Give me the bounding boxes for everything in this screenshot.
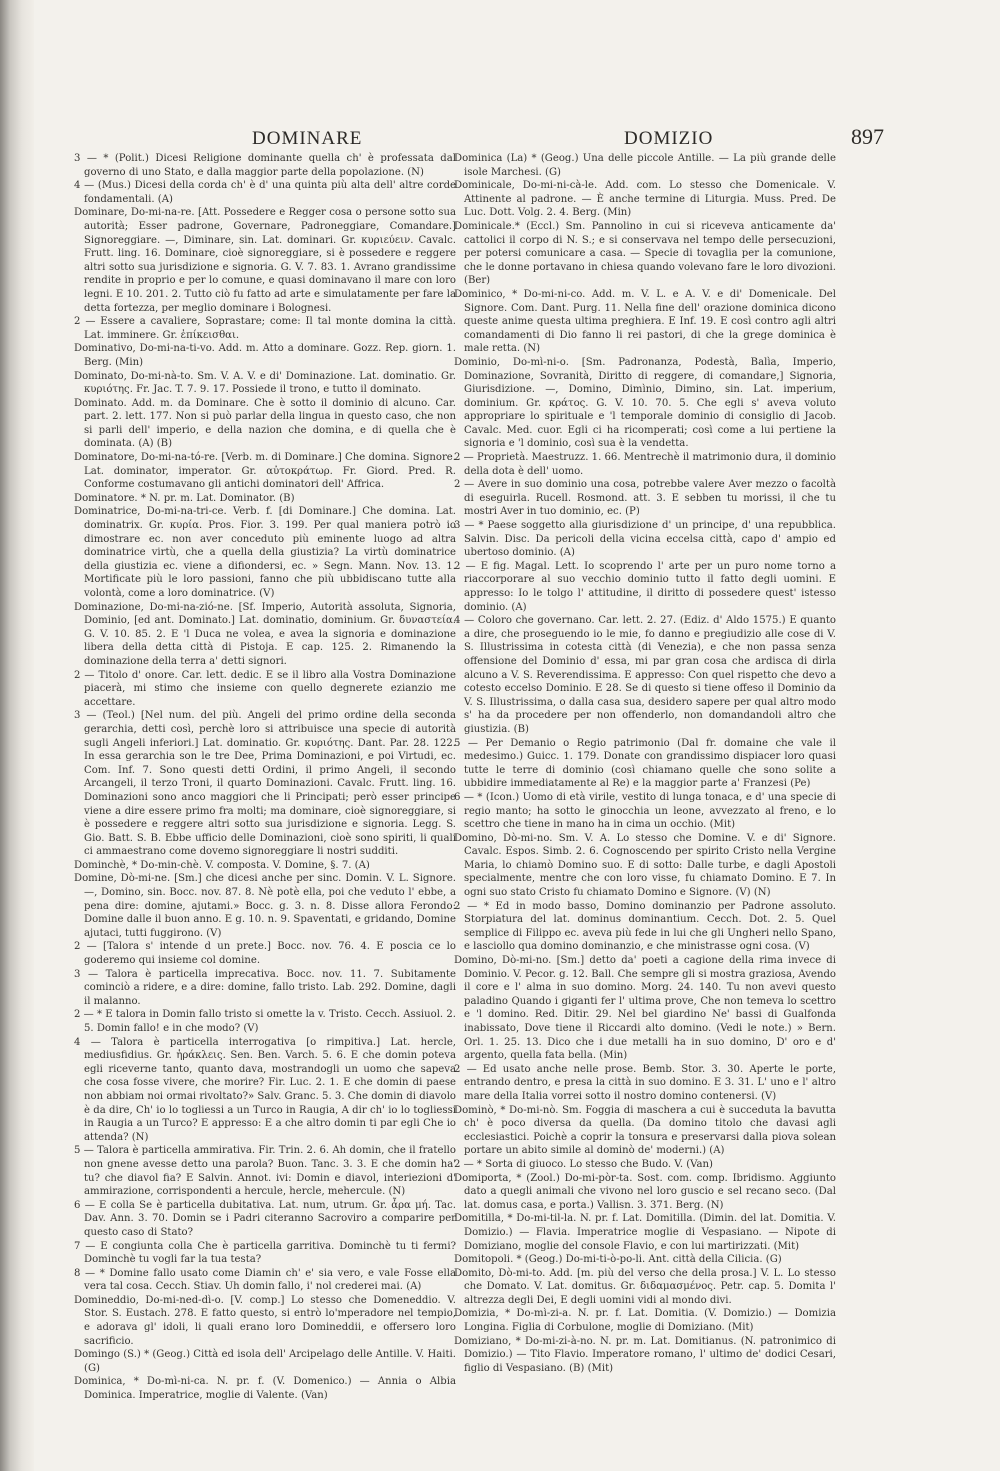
dictionary-entry: Dominica, * Do-mì-ni-ca. N. pr. f. (V. Domenico.) — Annia o Albia Dominica. Imperatrice, moglie di Valente. (Van) <box>74 1376 456 1402</box>
dictionary-entry: 5 — Talora è particella ammirativa. Fir. Trin. 2. 6. Ah domin, che il fratello non gnene avesse detto una parola? Buon. Tanc. 3. 3. E che domin ha' tu? che diavol fia? E Salvin. Annot. ivi: Domin e diavol, interiezioni d' ammirazione, corrispondenti a hercule, hercle, mehercule. (N) <box>74 1145 456 1198</box>
dictionary-entry: Domine, Dò-mi-ne. [Sm.] che dicesi anche per sinc. Domin. V. L. Signore. —, Domino, sin. Bocc. nov. 87. 8. Nè potè ella, poi che veduto l' ebbe, a pena dire: domine, ajutami.» Bocc. g. 3. n. 8. Disse allora Ferondo: Domine dalle il buon anno. E g. 10. n. 9. Spaventati, e gridando, Domine ajutaci, tutti fuggirono. (V) <box>74 873 456 939</box>
book-gutter-shadow <box>0 0 34 1471</box>
dictionary-entry: Domiporta, * (Zool.) Do-mi-pòr-ta. Sost. com. comp. Ibridismo. Aggiunto dato a quegli animali che vivono nel loro guscio e sel recano seco. (Dal lat. domus casa, e porta.) Vallisn. 3. 371. Berg. (N) <box>454 1172 836 1211</box>
left-column <box>74 152 456 1403</box>
dictionary-entry: 2 — [Talora s' intende d un prete.] Bocc. nov. 76. 4. E poscia ce lo goderemo qui insieme col domine. <box>74 941 456 967</box>
dictionary-entry: Dominchè, * Do-min-chè. V. composta. V. Domine, §. 7. (A) <box>74 859 370 871</box>
dictionary-entry: 6 — E colla Se è particella dubitativa. Lat. num, utrum. Gr. ἆρα μή. Tac. Dav. Ann. 3. 70. Domin se i Padri citeranno Sacroviro a comparire per questo caso di Stato? <box>74 1199 456 1238</box>
dictionary-entry: 2 — Titolo d' onore. Car. lett. dedic. E se il libro alla Vostra Dominazione piacerà, mi stimo che insieme con quello degnerete ezianzio me accettare. <box>74 669 456 708</box>
dictionary-entry: Dominico, * Do-mi-ni-co. Add. m. V. L. e A. V. e di' Domenicale. Del Signore. Com. Dant. Purg. 11. Nella fine dell' orazione dominica dicono queste anime questa ultima preghiera. E Inf. 19. E così contro agli altri comandamenti di Dio fanno li rei pastori, di che la grege dominica è male retta. (N) <box>454 288 836 355</box>
dictionary-page <box>34 0 1000 1471</box>
dictionary-entry: Dominatrice, Do-mi-na-tri-ce. Verb. f. [di Dominare.] Che domina. Lat. dominatrix. Gr. κυρία. Pros. Fior. 3. 199. Per qual maniera potrò io dimostrare ec. non aver conceduto più eminente luogo ad altra dominatrice virtù, che a quella della giustizia? La virtù dominatrice della giustizia ec. viene a difiondersi, ec. » Segn. Mann. Nov. 13. 1. Mortificate più le loro passioni, fanno che più ubbidiscano tutte alla volontà, come a loro dominatrice. (V) <box>74 506 456 599</box>
dictionary-entry: Dominatore, Do-mi-na-tó-re. [Verb. m. di Dominare.] Che domina. Signore. Lat. dominator, imperator. Gr. αὐτοκράτωρ. Fr. Giord. Pred. R. Conforme costumavano gli antichi dominatori dell' Affrica. <box>74 452 456 491</box>
right-column <box>454 152 836 1375</box>
dictionary-entry: 4 — Talora è particella interrogativa [o rimpitiva.] Lat. hercle, mediusfidius. Gr. ἡράκλεις. Sen. Ben. Varch. 5. 6. E che domin poteva egli riceverne tanto, quanto dava, mostrandogli un uomo che sapeva che cosa fosse vivere, che morire? Fir. Luc. 2. 1. E che domin di paese non abbiam noi ormai rivoltato?» Salv. Granc. 5. 3. Che domin di diavolo è da dire, Ch' io lo togliessi a un Turco in Raugia, A dir ch' io lo togliessi in Raugia a un Turco? E appresso: E a che altro domin ti par egli Che io attenda? (N) <box>74 1036 456 1143</box>
dictionary-entry: 4 — Coloro che governano. Car. lett. 2. 27. (Ediz. d' Aldo 1575.) E quanto a dire, che proseguendo io le mie, fo danno e pregiudizio alle cose di V. S. Illustrissima in cotesta città (di Venezia), e che non passa senza offensione del Dominio d' essa, mi par gran cosa che ardisca di dirla alcuno a V. S. Reverendissima. E appresso: Con quel rispetto che devo a cotesto eccelso Dominio. E 28. Se di questo si tiene offeso il Dominio da V. S. Illustrissima, o dalla casa sua, desidero sapere per qual altro modo s' ha da procedere per non offenderlo, non domandandoli altro che giustizia. (B) <box>454 615 836 735</box>
dictionary-entry: Dominatore. * N. pr. m. Lat. Dominator. (B) <box>74 492 295 504</box>
dictionary-entry: 2 — Ed usato anche nelle prose. Bemb. Stor. 3. 30. Aperte le porte, entrando dentro, e presa la città in suo domino. E 3. 31. L' uno e l' altro mare della Italia vorrei sotto il nostro domino contenersi. (V) <box>454 1063 836 1102</box>
dictionary-entry: Dominazione, Do-mi-na-zió-ne. [Sf. Imperio, Autorità assoluta, Signoria, Dominio, [ed ant. Dominato.] Lat. dominatio, dominium. Gr. δυναστεία. G. V. 10. 85. 2. E 'l Duca ne volea, e avea la signoria e dominazione libera della detta città di Pistoja. E cap. 125. 2. Rimanendo la dominazione della terra a' detti signori. <box>74 601 456 667</box>
dictionary-entry: 2 — Essere a cavaliere, Soprastare; come: Il tal monte domina la città. Lat. imminere. Gr. ἐπίκεισθαι. <box>74 316 456 341</box>
dictionary-entry: Dominica (La) * (Geog.) Una delle piccole Antille. — La più grande delle isole Marchesi. (G) <box>454 153 836 178</box>
dictionary-entry: 2 — Avere in suo dominio una cosa, potrebbe valere Aver mezzo o facoltà di eseguirla. Rucell. Rosmond. att. 3. E sebben tu morissi, il che tu mostri Aver in tuo dominio, ec. (P) <box>454 479 836 518</box>
dictionary-entry: 2 — * Sorta di giuoco. Lo stesso che Budo. V. (Van) <box>454 1158 713 1170</box>
left-running-head: DOMINARE <box>252 128 363 149</box>
dictionary-entry: Domiziano, * Do-mi-zi-à-no. N. pr. m. Lat. Domitianus. (N. patronimico di Domizio.) — Tito Flavio. Imperatore romano, l' ultimo de' dodici Cesari, figlio di Vespasiano. (B) (Mit) <box>454 1335 836 1374</box>
dictionary-entry: Domineddio, Do-mi-ned-dì-o. [V. comp.] Lo stesso che Domeneddio. V. Stor. S. Eustach. 278. E fatto questo, si entrò lo'mperadore nel tempio, e adorava gl' idoli, li quali erano loro Domineddii, e offersero loro sacrificio. <box>74 1294 456 1347</box>
dictionary-entry: 2 — Proprietà. Maestruzz. 1. 66. Mentrechè il matrimonio dura, il dominio della dota è dell' uomo. <box>454 452 836 477</box>
dictionary-entry: 2 — E fig. Magal. Lett. Io scoprendo l' arte per un puro nome torno a riaccorporare al suo vecchio dominio tutto il fatto degli uomini. E appresso: Io le tolgo l' attitudine, il diritto di possedere quest' istesso dominio. (A) <box>454 560 836 613</box>
dictionary-entry: 8 — * Domine fallo usato come Diamin ch' e' sia vero, e vale Fosse ella vera tal cosa. Cecch. Stiav. Uh domin fallo, i' nol crederei mai. (A) <box>74 1267 456 1293</box>
dictionary-entry: Dominativo, Do-mi-na-ti-vo. Add. m. Atto a dominare. Gozz. Rep. giorn. 1. Berg. (Min) <box>74 343 456 368</box>
dictionary-entry: 3 — (Teol.) [Nel num. del più. Angeli del primo ordine della seconda gerarchia, detti così, perchè loro si attribuisce una specie di autorità sugli Angeli inferiori.] Lat. dominatio. Gr. κυριότης. Dant. Par. 28. 122. In essa gerarchia son le tre Dee, Prima Dominazioni, e poi Virtudi, ec. Com. Inf. 7. Sono questi detti Ordini, il primo Angeli, il secondo Arcangeli, il terzo Troni, il quarto Dominazioni. Cavalc. Frutt. ling. 16. Dominazioni sono anco maggiori che li Principati; però esser principe viene a dire essere primo fra molti; ma dominare, cioè signoreggiare, si è possedere e reggere altri sotto sua jurisdizione e signoria. Legg. S. Gio. Batt. S. B. Ebbe ufficio delle Dominazioni, cioè sono spiriti, li quali ci ammaestrano come dovemo signoreggiare li nostri sudditi. <box>74 710 456 858</box>
right-running-head: DOMIZIO <box>624 128 714 149</box>
dictionary-entry: Domingo (S.) * (Geog.) Città ed isola dell' Arcipelago delle Antille. V. Haiti. (G) <box>74 1349 456 1374</box>
dictionary-entry: Domino, Dò-mi-no. Sm. V. A. Lo stesso che Domine. V. e di' Signore. Cavalc. Espos. Simb. 2. 6. Cognoscendo per spirito Cristo nella Vergine Maria, lo chiamò Domino suo. E di sotto: Dalle turbe, e dagli Apostoli specialmente, mentre che con loro visse, fu chiamato Domino. E 7. In ogni suo stato Cristo fu chiamato Domino e Signore. (V) (N) <box>454 832 836 899</box>
dictionary-entry: Dominò, * Do-mi-nò. Sm. Foggia di maschera a cui è succeduta la bavutta ch' è poco diversa da quella. (Da domino titolo che davasi agli ecclesiastici. Poichè a coprir la tonsura e preservarsi dalla piova solean portare un abito simile al dominò de' moderni.) (A) <box>454 1104 836 1157</box>
dictionary-entry: 3 — Talora è particella imprecativa. Bocc. nov. 11. 7. Subitamente cominciò a ridere, e a dire: domine, fallo tristo. Lab. 292. Domine, dagli il malanno. <box>74 968 456 1007</box>
dictionary-entry: 3 — * Paese soggetto alla giurisdizione d' un principe, d' una repubblica. Salvin. Disc. Da pericoli della vicina eccelsa città, capo d' ampio ed ubertoso dominio. (A) <box>454 520 836 559</box>
dictionary-entry: Domizia, * Do-mì-zi-a. N. pr. f. Lat. Domitia. (V. Domizio.) — Domizia Longina. Figlia di Corbulone, moglie di Domiziano. (Mit) <box>454 1308 836 1334</box>
page-number: 897 <box>851 124 884 149</box>
dictionary-entry: 4 — (Mus.) Dicesi della corda ch' è d' una quinta più alta dell' altre corde fondamentali. (A) <box>74 180 456 205</box>
dictionary-entry: Dominato, Do-mi-nà-to. Sm. V. A. V. e di' Dominazione. Lat. dominatio. Gr. κυριότης. Fr. Jac. T. 7. 9. 17. Possiede il trono, e tutto il dominato. <box>74 370 456 396</box>
dictionary-entry: Domitilla, * Do-mi-til-la. N. pr. f. Lat. Domitilla. (Dimin. del lat. Domitia. V. Domizio.) — Flavia. Imperatrice moglie di Vespasiano. — Nipote di Domiziano, moglie del console Flavio, e con lui martirizzati. (Mit) <box>454 1213 836 1252</box>
dictionary-entry: Domino, Dò-mi-no. [Sm.] detto da' poeti a cagione della rima invece di Dominio. V. Pecor. g. 12. Ball. Che sempre gli si mostra graziosa, Avendo il core e l' alma in suo domino. Morg. 24. 140. Tu non avevi questo paladino Quando i giganti fer l' ultima prove, Che non temeva lo scettro e 'l domino. Red. Ditir. 29. Nel bel giardino Ne' bassi di Gualfonda inabissato, Dove tiene il Riccardi alto domino. (Vedi le note.) » Bern. Orl. 1. 25. 13. Dico che i due metalli ha in suo domino, D' oro e d' argento, quella fata bella. (Min) <box>454 955 836 1062</box>
dictionary-entry: Dominicale, Do-mi-ni-cà-le. Add. com. Lo stesso che Domenicale. V. Attinente al padrone. — È anche termine di Liturgia. Muss. Pred. De Luc. Dott. Volg. 2. 4. Berg. (Min) <box>454 180 836 219</box>
dictionary-entry: Dominare, Do-mi-na-re. [Att. Possedere e Regger cosa o persone sotto sua autorità; Esser padrone, Governare, Padroneggiare, Comandare.] Signoreggiare. —, Diminare, sin. Lat. dominari. Gr. κυριεύειν. Cavalc. Frutt. ling. 16. Dominare, cioè signoreggiare, si è possedere e reggere altri sotto sua jurisdizione e signoria. G. V. 7. 83. 1. Avrano grandissime rendite in proprio e per lo comune, e quasi dominavano il mare con loro legni. E 10. 201. 2. Tutto ciò fu fatto ad arte e simulatamente per fare la detta fortezza, per meglio dominare i Bolognesi. <box>74 207 456 314</box>
dictionary-entry: Domitopoli. * (Geog.) Do-mi-ti-ò-po-li. Ant. città della Cilicia. (G) <box>454 1254 782 1266</box>
dictionary-entry: 5 — Per Demanio o Regio patrimonio (Dal fr. domaine che vale il medesimo.) Guicc. 1. 179. Donate con grandissimo dispiacer loro quasi tutte le terre di dominio (così chiamano quelle che sono solite a ubbidire immediatamente al Re) e la maggior parte a' Franzesi (Pe) <box>454 737 836 790</box>
dictionary-entry: 6 — * (Icon.) Uomo di età virile, vestito di lunga tonaca, e d' una specie di regio manto; ha sotto le ginocchia un leone, avvezzato al freno, e lo scettro che tiene in mano ha in cima un occhio. (Mit) <box>454 791 836 831</box>
dictionary-entry: Domito, Dò-mi-to. Add. [m. più del verso che della prosa.] V. L. Lo stesso che Domato. V. Lat. domitus. Gr. διδαμασμένος. Petr. cap. 5. Domita l' altrezza degli Dei, E degli uomini vidi al mondo divi. <box>454 1267 836 1306</box>
dictionary-entry: 2 — * E talora in Domin fallo tristo si omette la v. Tristo. Cecch. Assiuol. 2. 5. Domin fallo! e in che modo? (V) <box>74 1009 456 1034</box>
dictionary-entry: 3 — * (Polit.) Dicesi Religione dominante quella ch' è professata dal governo di uno Stato, e dalla maggior parte della popolazione. (N) <box>74 153 456 178</box>
dictionary-entry: Dominicale.* (Eccl.) Sm. Pannolino in cui si riceveva anticamente da' cattolici il corpo di N. S.; e si conservava nel tempo delle persecuzioni, per potersi comunicare a casa. — Specie di tovaglia per la comunione, che le donne portavano in chiesa quando volevano fare le loro divozioni. (Ber) <box>454 220 836 287</box>
dictionary-entry: 2 — * Ed in modo basso, Domino dominanzio per Padrone assoluto. Storpiatura del lat. dominus dominantium. Cecch. Dot. 2. 5. Quel semplice di Filippo ec. aveva più fede in lui che gli Ungheri nello Spano, e lasciollo qua domino dominanzio, e che ministrasse ogni cosa. (V) <box>454 900 836 953</box>
dictionary-entry: Dominato. Add. m. da Dominare. Che è sotto il dominio di alcuno. Car. part. 2. lett. 177. Non si può parlar della lingua in questo caso, che non si parli dell' imperio, e della nazion che domina, e di quella che è dominata. (A) (B) <box>74 397 456 450</box>
dictionary-entry: Dominio, Do-mì-ni-o. [Sm. Padronanza, Podestà, Balìa, Imperio, Dominazione, Sovranità, Diritto di reggere, di comandare,] Signoria, Giurisdizione. —, Domino, Dimìnio, Dimino, sin. Lat. imperium, dominium. Gr. κράτος. G. V. 10. 70. 5. Che egli s' aveva voluto appropriare lo spirituale e 'l temporale dominio di consiglio di Jacob. Cavalc. Med. cuor. Egli ci ha ricomperati; così come a lui pertiene la signoria e 'l dominio, così sua è la vendetta. <box>454 356 836 450</box>
dictionary-entry: 7 — E congiunta colla Che è particella garritiva. Dominchè tu ti fermi? Dominchè tu vogli far la tua testa? <box>74 1240 456 1266</box>
